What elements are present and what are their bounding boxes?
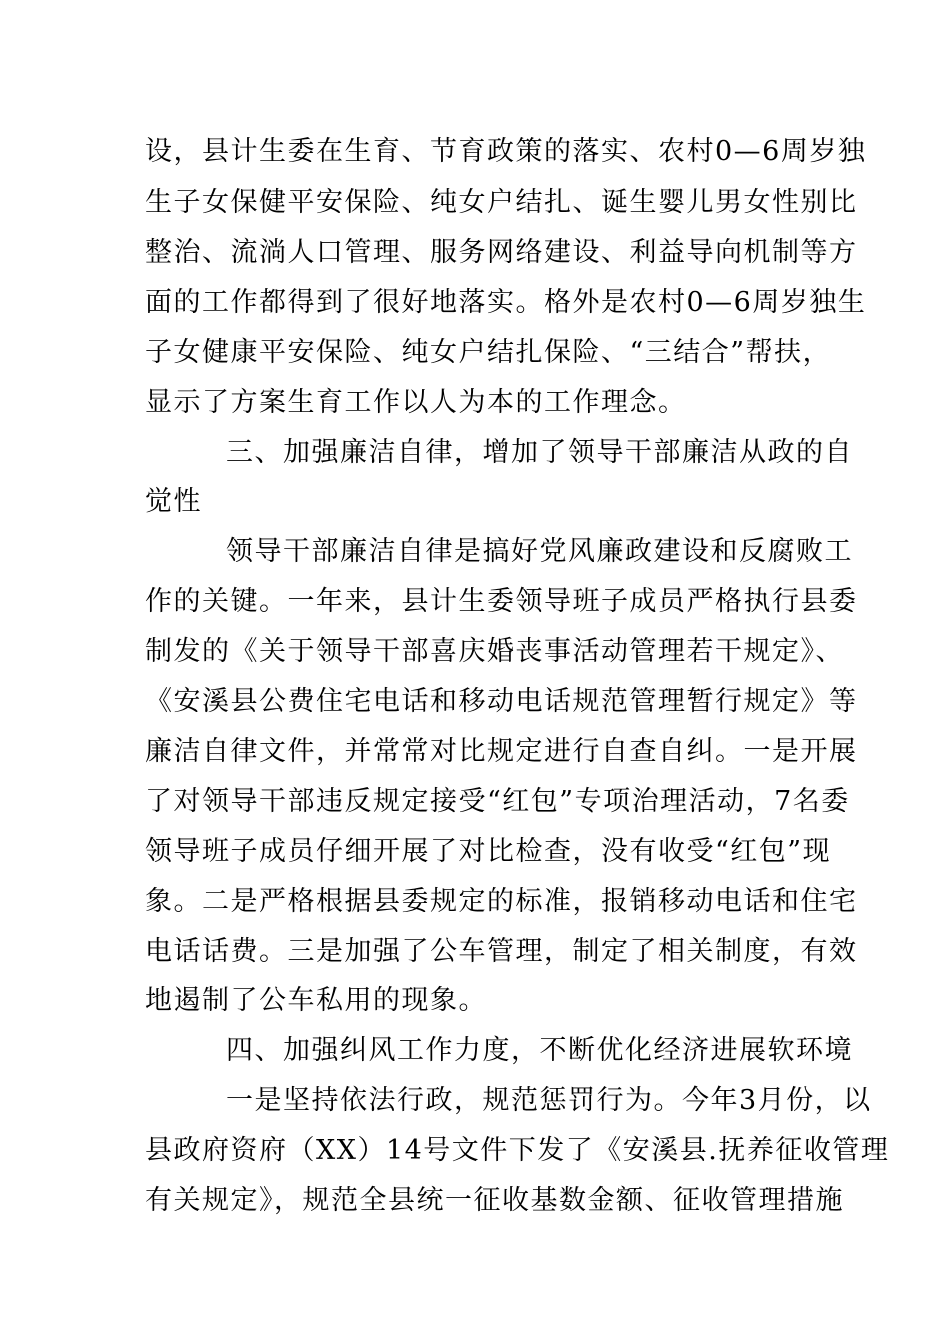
section-heading: 三、加强廉洁自律，增加了领导干部廉洁从政的自: [226, 437, 853, 468]
text-line: 地遏制了公车私用的现象。: [145, 985, 487, 1016]
text-line: 领导班子成员仔细开展了对比检查，没有收受“红包”现: [145, 836, 832, 867]
text-line: 设，县计生委在生育、节育政策的落实、农村0—6周岁独: [145, 136, 867, 167]
text-line: 有关规定》，规范全县统一征收基数金额、征收管理措施: [145, 1185, 844, 1216]
text-line: 生子女保健平安保险、纯女户结扎、诞生婴儿男女性别比: [145, 187, 858, 218]
text-line: 作的关键。一年来，县计生委领导班子成员严格执行县委: [145, 586, 858, 617]
text-line: 领导干部廉洁自律是搞好党风廉政建设和反腐败工: [226, 536, 853, 567]
section-heading: 四、加强纠风工作力度，不断优化经济进展软环境: [226, 1035, 853, 1066]
text-line: 廉洁自律文件，并常常对比规定进行自查自纠。一是开展: [145, 736, 858, 767]
text-line: 整治、流淌人口管理、服务网络建设、利益导向机制等方: [145, 237, 858, 268]
text-line: 显示了方案生育工作以人为本的工作理念。: [145, 387, 687, 418]
text-line: 电话话费。三是加强了公车管理，制定了相关制度，有效: [145, 936, 858, 967]
text-line: 子女健康平安保险、纯女户结扎保险、“三结合”帮扶，: [145, 337, 832, 368]
text-line: 《安溪县公费住宅电话和移动电话规范管理暂行规定》等: [145, 686, 858, 717]
text-line: 一是坚持依法行政，规范惩罚行为。今年3月份，以: [226, 1085, 872, 1116]
text-line: 象。二是严格根据县委规定的标准，报销移动电话和住宅: [145, 886, 858, 917]
text-line: 制发的《关于领导干部喜庆婚丧事活动管理若干规定》、: [145, 636, 844, 667]
section-heading-continued: 觉性: [145, 486, 202, 517]
text-line: 县政府资府（XX）14号文件下发了《安溪县.抚养征收管理: [145, 1135, 890, 1166]
text-line: 面的工作都得到了很好地落实。格外是农村0—6周岁独生: [145, 287, 867, 318]
text-line: 了对领导干部违反规定接受“红包”专项治理活动，7名委: [145, 786, 850, 817]
